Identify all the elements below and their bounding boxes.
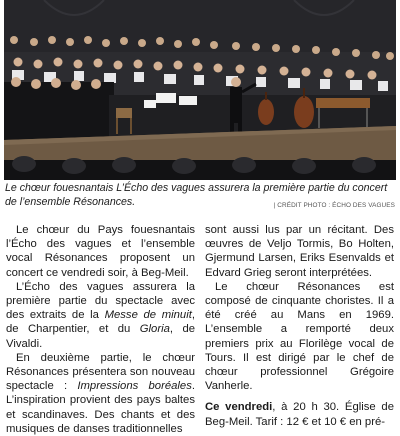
show-title: Impressions boréales [77, 380, 192, 393]
concert-photo [4, 0, 396, 180]
work-title-gloria: Gloria [139, 323, 170, 336]
concert-photo-illustration [4, 0, 396, 180]
work-title-messe: Messe de minuit [104, 309, 192, 322]
text-segment: En deuxième partie, le chœur Résonances présentera son nouveau spectacle : [6, 351, 195, 393]
paragraph-second-part [6, 351, 195, 436]
text-segment: . L’inspiration provient des pays baltes et scandinaves. Des chants et des musiques de danses traditionnelles [6, 380, 195, 435]
text-segment: L’Écho des vagues assurera la première partie du spectacle avec des extraits de la [6, 280, 195, 322]
photo-caption: Le chœur fouesnantais L’Écho des vagues assurera la première partie du concert de l’ensemble Résonances. [5, 182, 388, 208]
paragraph-practical-info [205, 400, 394, 428]
article-column-right [205, 223, 394, 429]
paragraph-first-part [6, 280, 195, 351]
paragraph-continuation: sont aussi lus par un récitant. Des œuvres de Veljo Tormis, Bo Holten, Gjermund Larsen, Eriks Esenvalds et Edvard Grieg seront interprétées. [205, 224, 394, 279]
paragraph-intro: Le chœur du Pays fouesnantais l’Écho des vagues et l’ensemble vocal Résonances proposent un concert ce vendredi soir, à Beg-Meil. [6, 224, 195, 279]
paragraph-resonances: Le chœur Résonances est composé de cinquante choristes. Il a été créé au Mans en 1969. L’ensemble a remporté deux premiers prix au Florilège vocal de Tours. Il est dirigé par le chef de chœur professionnel Grégoire Vanherle. [205, 280, 394, 393]
text-segment: , de Vivaldi. [6, 323, 196, 350]
text-segment: , de Charpentier, et du [6, 309, 196, 336]
text-segment: , à 20 h 30. Église de Beg-Meil. Tarif : 12 € et 10 € en pré- [205, 401, 394, 428]
photo-credit: | CRÉDIT PHOTO : ÉCHO DES VAGUES [273, 202, 395, 209]
date-label: Ce vendredi [205, 401, 273, 414]
article-column-left [6, 223, 195, 436]
